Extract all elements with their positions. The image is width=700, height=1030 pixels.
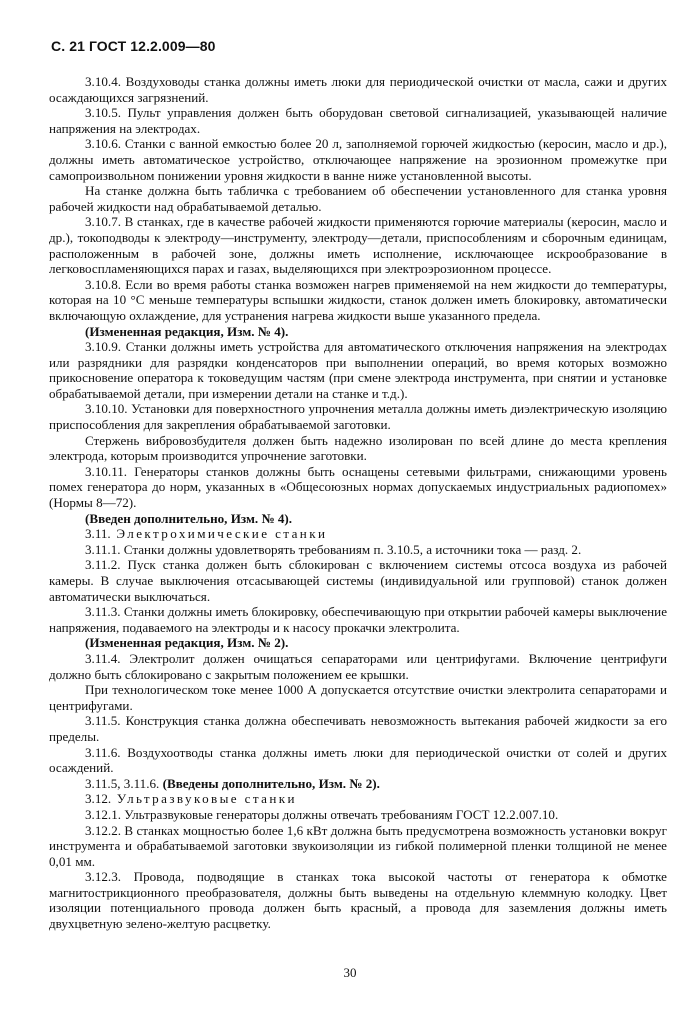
paragraph: 3.11.5. Конструкция станка должна обеспечивать невозможность вытекания рабочей жидкости за его пределы. [49,713,667,744]
paragraph: При технологическом токе менее 1000 А допускается отсутствие очистки электролита сепараторами и центрифугами. [49,682,667,713]
section-number: 3.11. [85,526,111,542]
paragraph: 3.10.8. Если во время работы станка возможен нагрев применяемой на нем жидкости до температуры, которая на 10 °С меньше температуры вспышки жидкости, станок должен иметь блокировку, автоматически включающую охлаждение, для устранения нагрева жидкости выше указанного предела. [49,276,667,323]
page-header: С. 21 ГОСТ 12.2.009—80 [51,38,216,54]
section-number: 3.12. [85,791,112,807]
paragraph: 3.11.4. Электролит должен очищаться сепараторами или центрифугами. Включение центрифуги должно быть сблокировано с закрытым положением ее крышки. [49,650,667,682]
paragraph: 3.10.9. Станки должны иметь устройства для автоматического отключения напряжения на электродах или разрядники для разрядки конденсаторов при выполнении операций, во время которых возможно прикосновение оператора к токоведущим частям (при смене электрода инструмента, при снятии и установке обрабатываемой детали, при измерении детали на станке и т.д.). [49,339,667,401]
paragraph: На станке должна быть табличка с требованием об обеспечении установленного для станка уровня рабочей жидкости над обрабатываемой деталью. [49,183,667,214]
paragraph: 3.11.6. Воздухоотводы станка должны иметь люки для периодической очистки от солей и других осаждений. [49,744,667,776]
revision-note [49,776,667,792]
paragraph: 3.10.11. Генераторы станков должны быть оснащены сетевыми фильтрами, снижающими уровень помех генератора до норм, указанных в «Общесоюзных нормах допускаемых индустриальных радиопомех» (Нормы 8—72). [49,463,667,511]
revision-note: (Измененная редакция, Изм. № 4). [85,323,289,339]
paragraph: Стержень вибровозбудителя должен быть надежно изолирован по всей длине до места крепления электрода, которым производится упрочнение заготовки. [49,432,667,464]
document-body [49,74,667,932]
section-heading [49,526,667,542]
paragraph: 3.11.2. Пуск станка должен быть сблокирован с включением системы отсоса воздуха из рабочей камеры. В случае выключения отсасывающей системы (индивидуальной или групповой) станок должен автоматически выключаться. [49,557,667,604]
paragraph: 3.10.6. Станки с ванной емкостью более 20 л, заполняемой горючей жидкостью (керосин, масло и др.), должны иметь автоматическое устройство, отключающее напряжение на эрозионном промежутке при самопроизвольном понижении уровня жидкости в ванне ниже установленной высоты. [49,136,667,183]
paragraph: 3.11.3. Станки должны иметь блокировку, обеспечивающую при открытии рабочей камеры выключение напряжения, подаваемого на электроды и к насосу прокачки электролита. [49,604,667,635]
paragraph: 3.10.4. Воздуховоды станка должны иметь люки для периодической очистки от масла, сажи и других осаждающихся загрязнений. [49,74,667,105]
revision-note: (Измененная редакция, Изм. № 2). [85,635,289,651]
paragraph: 3.12.1. Ультразвуковые генераторы должны отвечать требованиям ГОСТ 12.2.007.10. [85,806,559,822]
revision-note-text: (Введены дополнительно, Изм. № 2). [162,775,380,791]
revision-note: (Введен дополнительно, Изм. № 4). [85,510,293,526]
section-title: Электрохимические станки [116,526,328,542]
paragraph: 3.10.10. Установки для поверхностного упрочнения металла должны иметь диэлектрическую изоляцию приспособления для закрепления обрабатываемой заготовки. [49,401,667,433]
section-title: Ультразвуковые станки [116,791,297,807]
section-heading [49,791,667,807]
paragraph: 3.10.7. В станках, где в качестве рабочей жидкости применяются горючие материалы (керосин, масло и др.), токоподводы к электроду—инструменту, электроду—детали, приспособлениям и сборочным единицам, расположенным в рабочей зоне, должны иметь исполнение, исключающее искрообразование в легковоспламеняющихся парах и газах, выделяющихся при электроэрозионном процессе. [49,214,667,277]
paragraph: 3.12.2. В станках мощностью более 1,6 кВт должна быть предусмотрена возможность установки вокруг инструмента и обрабатываемой заготовки звукоизоляции из гибкой полимерной пленки толщиной не менее 0,01 мм. [49,822,667,869]
clause-numbers: 3.11.5, 3.11.6. [85,775,160,791]
paragraph: 3.11.1. Станки должны удовлетворять требованиям п. 3.10.5, а источники тока — разд. 2. [85,541,582,557]
paragraph: 3.12.3. Провода, подводящие в станках тока высокой частоты от генератора к обмотке магнитострикционного преобразователя, должны быть выведены на отдельную клеммную колодку. Цвет изоляции потенциального провода должен быть красный, а провода для заземления должны иметь двухцветную зелено-желтую расцветку. [49,869,667,932]
page-number: 30 [343,965,357,980]
paragraph: 3.10.5. Пульт управления должен быть оборудован световой сигнализацией, указывающей наличие напряжения на электродах. [49,105,667,136]
